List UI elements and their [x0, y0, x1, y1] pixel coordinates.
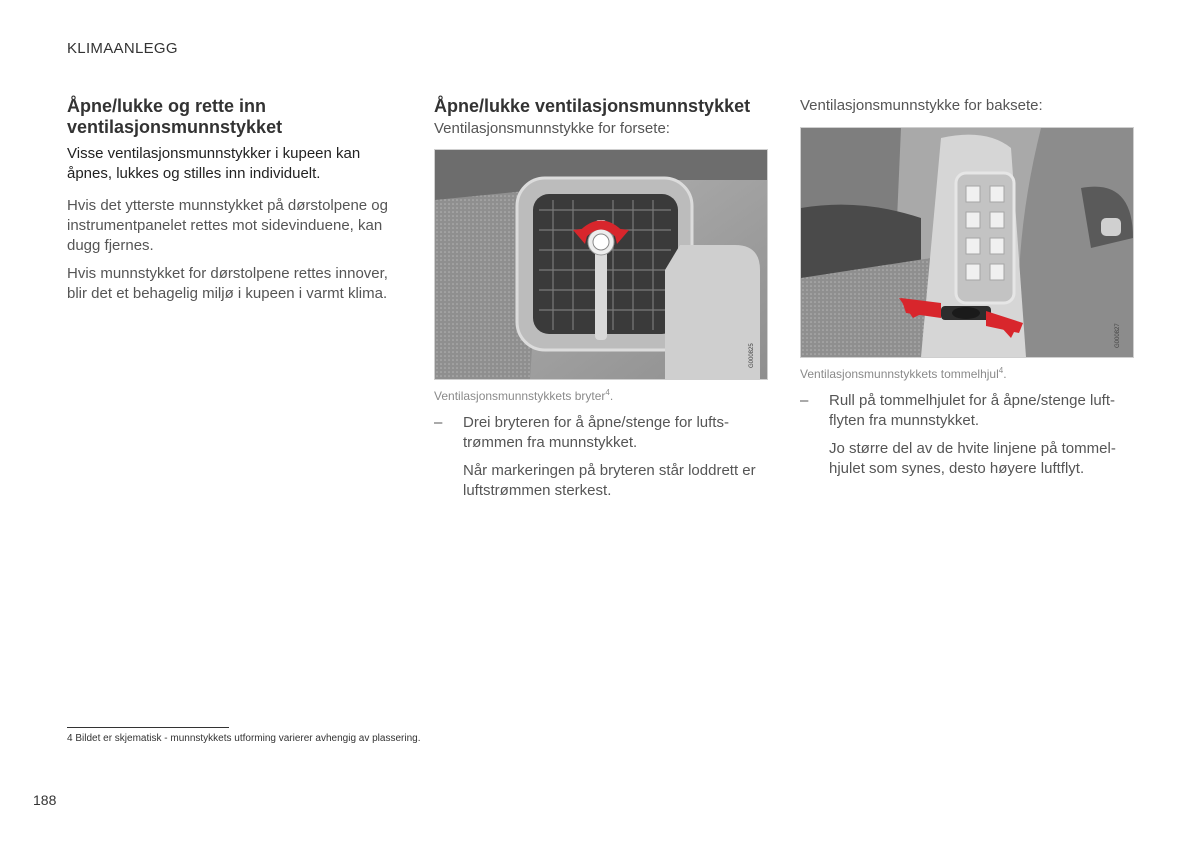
footnote: 4 Bildet er skjematisk - munnstykkets utforming varierer avhengig av plassering.: [67, 733, 421, 744]
page-number: 188: [33, 792, 57, 808]
rear-vent-image-code: G000827: [1115, 323, 1121, 348]
list-item: [800, 391, 1134, 431]
rear-vent-drawing: [801, 128, 1133, 357]
paragraph-defog: Hvis det ytterste munnstykket på dørstolpene og instrumentpanelet rettes mot sidevinduene, kan dugg fjernes.: [67, 197, 388, 254]
rear-vent-step-text: Rull på tommelhjulet for å åpne/stenge luftflyten fra munnstykket.: [829, 392, 1115, 429]
front-vent-step-note: Når markeringen på bryteren står loddrett er luftstrømmen sterkest.: [463, 462, 756, 499]
lead-paragraph: Visse ventilasjonsmunnstykker i kupeen kan åpnes, lukkes og stilles inn individuelt.: [67, 145, 361, 182]
rear-vent-subheading: Ventilasjonsmunnstykke for baksete:: [800, 97, 1043, 114]
rear-vent-caption-period: .: [1003, 367, 1007, 381]
front-vent-caption-text: Ventilasjonsmunnstykkets bryter: [434, 389, 606, 403]
front-vent-caption: [434, 388, 768, 403]
front-vent-image-code: G000825: [749, 343, 755, 368]
rear-vent-caption-footnote-ref[interactable]: 4: [998, 366, 1004, 375]
front-vent-heading: Åpne/lukke ventilasjonsmunnstykket: [434, 96, 751, 116]
intro-column: [67, 96, 397, 304]
list-dash: –: [800, 392, 809, 409]
section-header: KLIMAANLEGG: [67, 40, 178, 57]
front-vent-caption-footnote-ref[interactable]: 4: [605, 388, 610, 397]
list-item: [434, 413, 768, 453]
front-vent-column: [434, 96, 768, 501]
front-vent-caption-period: .: [609, 389, 614, 403]
main-heading: Åpne/lukke og rette inn ventilasjonsmunnstykket: [67, 96, 283, 137]
rear-vent-instructions: [800, 391, 1134, 479]
rear-vent-column: [800, 96, 1134, 479]
front-vent-step-text: Drei bryteren for å åpne/stenge for luftstrømmen fra munnstykket.: [463, 414, 729, 451]
rear-vent-step-note: Jo større del av de hvite linjene på tommelhjulet som synes, desto høyere luftflyt.: [829, 440, 1116, 477]
front-vent-drawing: [435, 150, 767, 379]
rear-vent-caption-text: Ventilasjonsmunnstykkets tommelhjul: [800, 367, 999, 381]
rear-vent-illustration: [800, 127, 1134, 358]
list-dash: –: [434, 414, 443, 431]
paragraph-warm-climate: Hvis munnstykket for dørstolpene rettes innover, blir det et behagelig miljø i kupeen i varmt klima.: [67, 265, 388, 302]
front-vent-illustration: [434, 149, 768, 380]
footnote-divider: [67, 727, 229, 728]
rear-vent-caption: [800, 366, 1134, 381]
front-vent-instructions: [434, 413, 768, 501]
front-vent-subheading: Ventilasjonsmunnstykke for forsete:: [434, 120, 670, 137]
